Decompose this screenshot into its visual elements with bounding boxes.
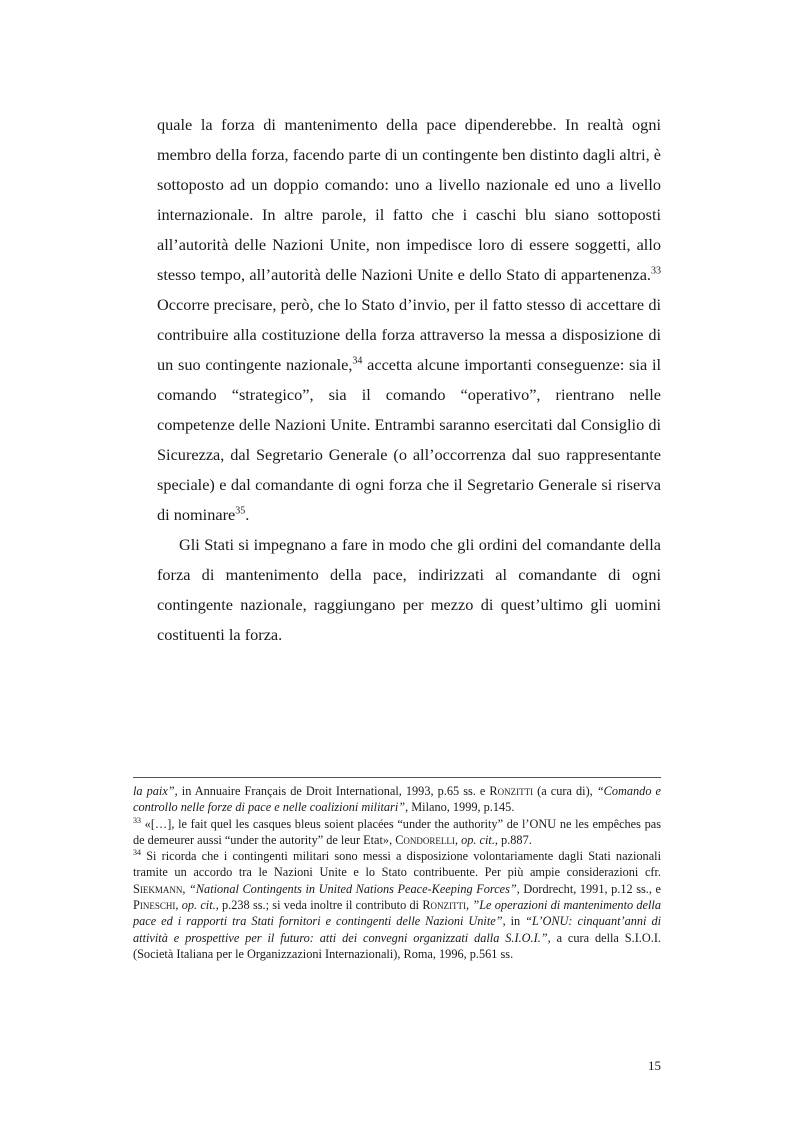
fn34-text-a: Si ricorda che i contingenti militari sono messi a disposizione volontariamente dagli Stati nazionali tramite un accordo tra le Nazioni Unite e lo Stato contribuente. Per più ampie considerazioni cfr. [133,849,661,880]
footnote-33 [133,816,661,849]
paragraph-2: Gli Stati si impegnano a fare in modo che gli ordini del comandante della forza di mantenimento della pace, indirizzati al comandante di ogni contingente nazionale, raggiungano per mezzo di quest’ultimo gli uomini costituenti la forza. [157,535,661,644]
fn33-opcit: op. cit. [461,832,495,847]
footnote-number-33: 33 [133,815,141,825]
fn34-title-onu: “L’ONU: cinquant’anni di attività e prospettive per il futuro: atti dei convegni organizzati dalla S.I.O.I.” [133,914,662,945]
author-siekmann: Siekmann [133,881,183,896]
fn34-text-c: , [182,881,189,896]
fn33-text-e: , p.887. [494,832,532,847]
paragraph-1 [157,110,661,530]
fn33-text-a: «[…], le fait quel les casques bleus soient placées “under the authority” de l’ONU ne les empêches pas de demeurer aussi “under the autority” de leur Etat», [133,816,661,847]
fn34-text-i: , p.238 ss.; si veda inoltre il contributo di [215,898,423,913]
fn34-text-o: , a cura della S.I.O.I. (Società Italiana per le Organizzazioni Internazionali), Roma, 1996, p.561 ss. [133,930,661,961]
fn-cont-text-d: (a cura di), [533,784,597,798]
fn34-title-ronzitti: ”Le operazioni di mantenimento della pace ed i rapporti tra Stati fornitori e contingenti delle Nazioni Unite” [133,898,661,929]
fn34-text-e: , Dordrecht, 1991, p.12 ss., e [516,881,661,896]
fn-cont-italic-a: la paix”, [133,784,178,798]
paragraph-1-text-c: accetta alcune importanti conseguenze: sia il comando “strategico”, sia il comando “operativo”, rientrano nelle competenze delle Nazioni Unite. Entrambi saranno esercitati dal Consiglio di Sicurezza, dal Segretario Generale (o all’occorrenza dal suo rappresentante speciale) e dal comandante di ogni forza che il Segretario Generale si riserva di nominare [157,355,661,524]
footnote-ref-33[interactable]: 33 [651,265,661,277]
paragraph-1-text-a: quale la forza di mantenimento della pace dipenderebbe. In realtà ogni membro della forza, facendo parte di un contingente ben distinto dagli altri, è sottoposto ad un doppio comando: uno a livello nazionale ed uno a livello internazionale. In altre parole, il fatto che i caschi blu siano sottoposti all’autorità delle Nazioni Unite, non impedisce loro di essere soggetti, allo stesso tempo, all’autorità delle Nazioni Unite e dello Stato di appartenenza. [157,115,661,284]
footnote-ref-35[interactable]: 35 [235,505,246,517]
footnote-ref-34[interactable]: 34 [352,355,363,367]
fn34-opcit: op. cit. [181,898,216,913]
fn34-text-g: , [175,898,182,913]
footnote-separator [133,777,661,778]
author-ronzitti-2: Ronzitti [422,898,467,913]
author-pineschi: Pineschi [133,898,176,913]
fn-cont-text-b: in Annuaire Français de Droit International, 1993, p.65 ss. e [177,784,490,798]
main-text [157,110,661,650]
fn33-text-c: , [454,832,462,847]
footnote-continuation [133,783,661,816]
fn34-title-siekmann: “National Contingents in United Nations Peace-Keeping Forces” [189,881,517,896]
author-ronzitti: Ronzitti [489,784,534,798]
paragraph-1-text-d: . [245,505,250,524]
fn34-text-m: , in [502,914,526,929]
fn-cont-title: “Comando e controllo nelle forze di pace e nelle coalizioni militari” [133,784,661,815]
footnotes [133,783,661,962]
page-number: 15 [648,1058,661,1073]
paragraph-1-text-b: Occorre precisare, però, che lo Stato d’invio, per il fatto stesso di accettare di contribuire alla costituzione della forza attraverso la messa a disposizione di un suo contingente nazionale, [157,295,661,374]
footnote-34 [133,848,661,962]
fn-cont-text-f: , Milano, 1999, p.145. [405,800,515,815]
author-condorelli: Condorelli [395,832,455,847]
footnote-number-34: 34 [133,848,141,858]
fn34-text-k: , [466,898,473,913]
